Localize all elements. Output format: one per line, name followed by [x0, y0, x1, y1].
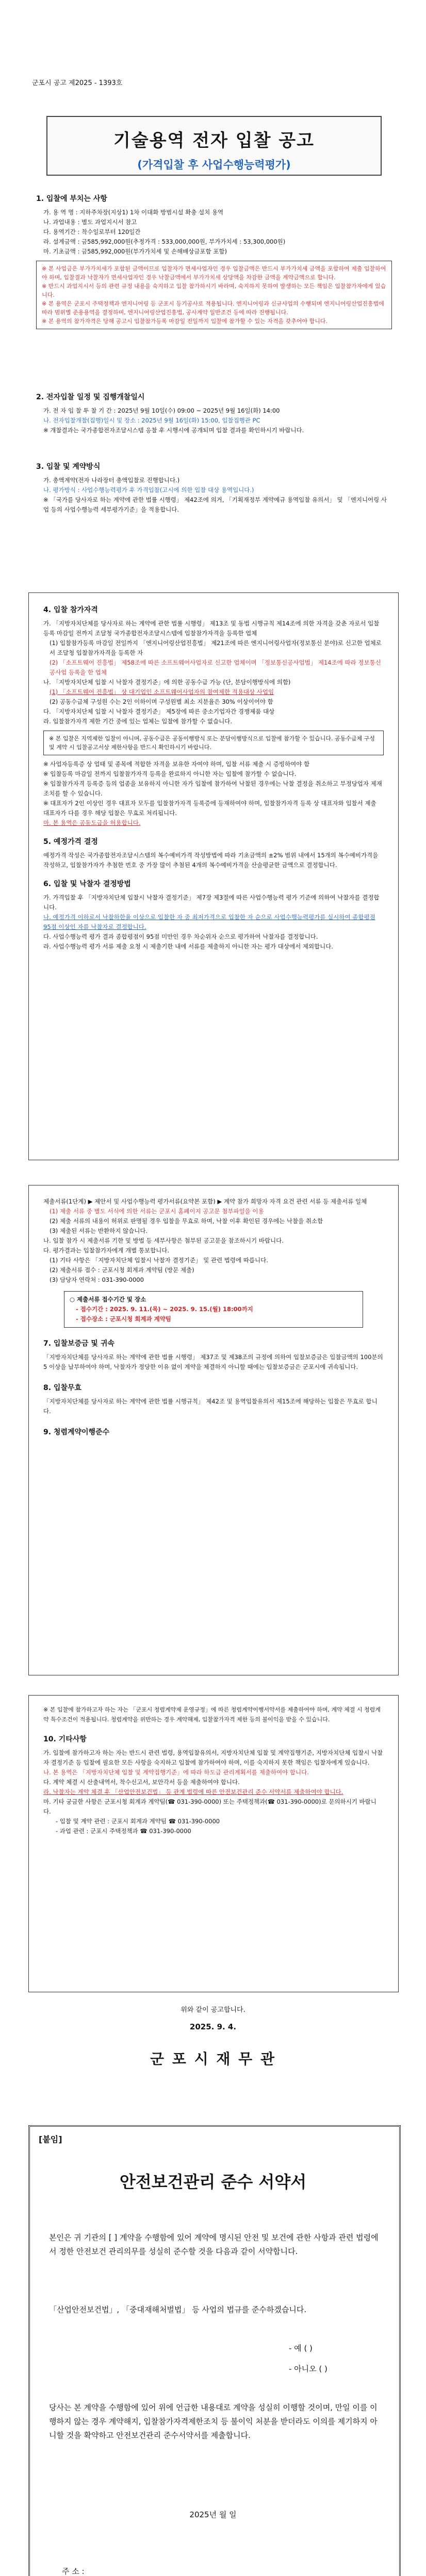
note-line: ※ 반드시 과업지시서 등의 관련 규정 내용을 숙지하고 입찰 참가하시기 바라며, 숙지하지 못하여 발생하는 모든 책임은 입찰참가자에게 있습니다. [42, 283, 386, 298]
pledge-tag: [붙임] [39, 2134, 62, 2144]
section-line: 「지방자치단체를 당사자로 하는 계약에 관한 법률 시행령」 제37조 및 제38조의 규정에 의하여 입찰보증금은 입찰금액의 100분의 5 이상을 납부하여야 하며, 낙찰자가 정당한 이유 없이 계약을 체결하지 아니할 때에는 입찰보증금은 군포시에 귀속됩니다. [43, 1353, 383, 1370]
highlight-line: - 접수기간 : 2025. 9. 11.(목) ~ 2025. 9. 15.(월) 18:00까지 [76, 1306, 253, 1313]
section-note: ※ 본 입찰에 참가하고자 하는 자는 「군포시 청렴계약제 운영규정」에 따른 청렴계약이행서약서를 제출하여야 하며, 계약 체결 시 청렴계약 특수조건이 적용됩니다. 청렴계약을 위반하는 경우 계약해제, 입찰참가자격 제한 등의 불이익을 받을 수 있습니다. [43, 1706, 381, 1723]
highlight-box [64, 1291, 363, 1328]
footer-org: 군 포 시 재 무 관 [150, 2050, 276, 2067]
section-line: 나. 입찰 참가 시 제출서류 기한 및 방법 등 세부사항은 첨부된 공고문을 참조하시기 바랍니다. [43, 1237, 284, 1244]
note-line: ※ 본 용역은 군포시 주택정책과 엔지니어링 등 군포시 등기공사로 적용됩니다. 엔지니어링과 신규사업의 수행되며 엔지니어링산업진흥법에 따라 범위별 준용용역을 결정하며, 엔지니어링산업진흥법, 공사계약 일반조건 등에 따라 진행됩니다. [42, 300, 384, 316]
section-line: 다. 「지방자치단체 입찰 시 낙찰자 결정기준」 제5장에 따른 중소기업자간 경쟁제품 대상 [43, 708, 275, 715]
note-line: ※ 본 입찰은 지역제한 입찰이 아니며, 공동수급은 공동이행방식 또는 분담이행방식으로 입찰에 참가할 수 있습니다. 공동수급체 구성 및 계약 시 입찰공고서상 제한사항을 반드시 확인하시기 바랍니다. [49, 735, 375, 751]
pledge-address: 주 소 : [62, 2567, 85, 2576]
section-line: (1) 기타 사항은 「지방자치단체 입찰시 낙찰자 결정기준」 및 관련 법령에 따릅니다. [50, 1257, 268, 1264]
section-line: ※ 대표자가 2인 이상인 경우 대표자 모두를 입찰참가자격 등록증에 등재하여야 하며, 입찰참가자격 등록 상 대표자와 입찰서 제출 대표자가 다를 경우 해당 입찰은 무효로 처리됩니다. [43, 800, 376, 817]
section-box-2 [28, 1185, 399, 1675]
pledge-paragraph: 본인은 귀 기관의 [ ] 계약을 수행함에 있어 계약에 명시된 안전 및 보건에 관한 사항과 관련 법령에서 정한 안전보건 관리의무를 성실히 준수할 것을 다음과 같이 서약합니다. [49, 2233, 379, 2256]
section-line: ※ 입찰참가자격 등록증 등의 업종을 보유하지 아니한 자가 입찰에 참가하여 낙찰된 경우에는 낙찰 결정을 취소하고 부정당업자 제재 조치를 할 수 있습니다. [43, 780, 382, 797]
section-line: ※ 입찰등록 마감일 전까지 입찰참가자격 등록을 완료하지 아니한 자는 입찰에 참가할 수 없습니다. [43, 770, 297, 777]
section-line: 다. 용역기간 : 착수일로부터 120일간 [43, 228, 141, 235]
note-box [43, 731, 384, 755]
page-title: 기술용역 전자 입찰 공고 [113, 130, 315, 151]
section-heading: 3. 입찰 및 계약방식 [36, 463, 101, 471]
section-line: (2) 제출 서류의 내용이 허위로 판명될 경우 입찰을 무효로 하며, 낙찰 이후 확인된 경우에는 낙찰을 취소함 [50, 1217, 323, 1225]
notice-number: 군포시 공고 제2025 - 1393호 [32, 79, 123, 87]
section-line: 나. 전자입찰개찰(집행)일시 및 장소 : 2025년 9월 16일(화) 15:00, 입찰집행관 PC [43, 417, 260, 424]
contact-line: - 과업 관련 : 군포시 주택정책과 ☎ 031-390-0000 [56, 1827, 191, 1835]
section-note: ※ 개찰결과는 국가종합전자조달시스템 응찰 후 시행시에 공개되며 입찰 결과를 확인하시기 바랍니다. [43, 427, 304, 434]
title-box [46, 116, 382, 176]
section-heading: 5. 예정가격 결정 [43, 838, 98, 846]
section-line: 마. 기초금액 : 금585,992,000원(부가가치세 및 손해배상금포함 포함) [43, 248, 227, 255]
section-line: 다. 사업수행능력 평가 결과 종합평점이 95점 미만인 경우 차순위자 순으로 평가하여 낙찰자를 결정합니다. [43, 933, 318, 940]
section-heading: 4. 입찰 참가자격 [43, 606, 98, 614]
highlight-label: ○ 제출서류 접수기간 및 장소 [70, 1296, 146, 1303]
pledge-yes: - 예 ( ) [289, 2344, 313, 2353]
highlight-line: - 접수장소 : 군포시청 회계과 계약팀 [76, 1315, 171, 1323]
section-line: 라. 설계금액 : 금585,992,000원(추정가격 : 533,000,000원, 부가가치세 : 53,300,000원) [43, 238, 286, 245]
section-line: (2) 공동수급체 구성원 수는 2인 이하이며 구성원별 최소 지분율은 30% 이상이어야 함 [50, 698, 273, 705]
section-line: 「지방자치단체를 당사자로 하는 계약에 관한 법률 시행규칙」 제42조 및 용역입찰유의서 제15조에 해당하는 입찰은 무효로 합니다. [43, 1398, 378, 1415]
section-line: 라. 사업수행능력 평가 서류 제출 요청 시 제출기한 내에 서류를 제출하지 아니한 자는 평가 대상에서 제외합니다. [43, 943, 334, 950]
section-line: 나. 과업내용 : 별도 과업지시서 참고 [43, 218, 137, 226]
section-line: (3) 제출된 서류는 반환하지 않습니다. [50, 1227, 148, 1234]
section-line: 마. 본 용역은 공동도급을 허용합니다. [43, 819, 141, 826]
note-line: ※ 본 사업금은 부가가치세가 포함된 금액이므로 입찰자가 면세사업자인 경우 입찰금액은 반드시 부가가치세 금액을 포함하여 제출 입찰하여야 하며, 입찰결과 낙찰자가 면세사업자인 경우 낙찰금액에서 부가가치세 상당액을 차감한 금액을 계약금액으로 합니다. [42, 265, 386, 281]
pledge-no: - 아니오 ( ) [289, 2364, 327, 2374]
section-heading: 8. 입찰무효 [43, 1384, 82, 1392]
page-subtitle: (가격입찰 후 사업수행능력평가) [137, 159, 291, 171]
section-line: 다. 평가결과는 입찰참가자에게 개별 통보합니다. [43, 1247, 170, 1254]
section-line: 나. 평가방식 : 사업수행능력평가 후 가격입찰(고시에 의한 입찰 대상 용역입니다.) [43, 486, 254, 494]
section-line: 다. 계약 체결 시 산출내역서, 착수신고서, 보안각서 등을 제출하여야 합니다. [43, 1778, 240, 1786]
section-line: ※ 사업자등록증 상 업태 및 종목에 적합한 자격을 보유한 자여야 하며, 입찰 서류 제출 시 증빙하여야 함 [43, 760, 310, 768]
footer-note: 위와 같이 공고합니다. [181, 2006, 245, 2014]
section-line: 나. 본 용역은 「지방자치단체 입찰 및 계약집행기준」에 따라 하도급 관리계획서를 제출하여야 합니다. [43, 1769, 309, 1776]
pledge-paragraph: 당사는 본 계약을 수행함에 있어 위에 언급한 내용대로 계약을 성실히 이행할 것이며, 만일 이를 이행하지 않는 경우 계약해지, 입찰참가자격제한조치 등 불이익 처분을 받더라도 이의를 제기하지 아니할 것을 확약하고 안전보건관리 준수서약서를 제출합니다. [49, 2403, 378, 2440]
section-line: 라. 낙찰자는 계약 체결 후 「산업안전보건법」 등 관계 법령에 따른 안전보건관리 준수 서약서를 제출하여야 합니다. [43, 1788, 343, 1795]
note-box [36, 261, 392, 329]
section-heading: 6. 입찰 및 낙찰자 결정방법 [43, 880, 131, 888]
section-box-3 [28, 1695, 399, 1992]
pledge-date: 2025년 월 일 [189, 2510, 237, 2519]
section-line: 나. 예정가격 이하로서 낙찰하한율 이상으로 입찰한 자 중 최저가격으로 입찰한 자 순으로 사업수행능력평가를 실시하여 종합평점 95점 이상인 자를 낙찰자로 결정합니다. [43, 913, 375, 930]
section-heading: 10. 기타사항 [43, 1735, 87, 1743]
section-line: 가. 「지방자치단체를 당사자로 하는 계약에 관한 법률 시행령」 제13조 및 동법 시행규칙 제14조에 의한 자격을 갖춘 자로서 입찰 등록 마감일 전까지 조달청 국가종합전자조달시스템에 입찰참가자격을 등록한 업체 [43, 620, 380, 637]
section-line: 마. 기타 궁금한 사항은 군포시청 회계과 계약팀(☎ 031-390-0000) 또는 주택정책과(☎ 031-390-0000)로 문의하시기 바랍니다. [43, 1798, 376, 1815]
section-2 [36, 392, 392, 435]
section-line: (2) 「소프트웨어 진흥법」 제58조에 따른 소프트웨어사업자로 신고한 업체이며 「정보통신공사업법」 제14조에 따라 정보통신공사업 등록을 한 업체 [50, 659, 381, 676]
section-line: 가. 전 자 입 찰 투 찰 기 간 : 2025년 9월 10일(수) 09:00 ~ 2025년 9월 16일(화) 14:00 [43, 407, 280, 414]
contact-line: - 입찰 및 계약 관련 : 군포시 회계과 계약팀 ☎ 031-390-0000 [56, 1818, 220, 1825]
section-heading: 9. 청렴계약이행준수 [43, 1428, 110, 1436]
section-line: 라. 입찰참가자격 제한 기간 중에 있는 업체는 입찰에 참가할 수 없습니다. [43, 718, 233, 725]
section-line: 가. 입찰에 참가하고자 하는 자는 반드시 관련 법령, 용역입찰유의서, 지방자치단체 입찰 및 계약집행기준, 지방자치단체 입찰시 낙찰자 결정기준 등 입찰에 필요한 모든 사항을 숙지하고 입찰에 참가하여야 하며, 이를 숙지하지 못한 책임은 입찰자에게 있습니다. [43, 1749, 383, 1766]
section-1 [36, 193, 392, 333]
section-line: 가. 가격입찰 후 「지방자치단체 입찰시 낙찰자 결정기준」 제7장 제3절에 따른 사업수행능력 평가 기준에 의하여 낙찰자를 결정합니다. [43, 894, 380, 911]
section-line: ※ 「국가를 당사자로 하는 계약에 관한 법률 시행령」 제42조에 의거, 「기획재정부 계약예규 용역입찰 유의서」 및 「엔지니어링 사업 등의 사업수행능력 세부평가기준」을 적용합니다. [43, 496, 387, 513]
section-line: (1) 제출 서류 중 별도 서식에 의한 서류는 군포시 홈페이지 공고문 첨부파일을 이용 [50, 1208, 264, 1215]
section-line: 나. 「지방자치단체 입찰 시 낙찰자 결정기준」에 의한 공동수급 가능 (단, 분담이행방식에 의함) [43, 679, 291, 686]
footer-date: 2025. 9. 4. [189, 2022, 237, 2031]
section-line: 가. 총액계약(전자 나라장터 총액입찰로 진행합니다.) [43, 477, 180, 484]
section-line: (1) 입찰참가등록 마감일 전일까지 「엔지니어링산업진흥법」 제21조에 따른 엔지니어링사업자(정보통신 분야)로 신고한 업체로서 조달청 입찰참가자격을 등록한 자 [50, 639, 382, 656]
section-line: 제출서류(1단계) ▶ 제안서 및 사업수행능력 평가서류(요약본 포함) ▶ 계약 참가 희망자 자격 요건 관련 서류 등 제출서류 일체 [43, 1198, 367, 1205]
section-line: 가. 용 역 명 : 지하주차장(지상1) 1차 이대화 방범시설 확충 설치 용역 [43, 209, 224, 216]
pledge-title: 안전보건관리 준수 서약서 [119, 2172, 307, 2192]
note-line: ※ 본 용역의 참가자격은 당해 공고시 입찰참가등록 마감일 전일까지 입찰에 참가할 수 있는 자격을 갖추어야 합니다. [42, 318, 327, 325]
section-line: (1) 「소프트웨어 진흥법」 상 대기업인 소프트웨어사업자의 참여제한 적용대상 사업임 [50, 688, 274, 696]
section-line: 예정가격 작성은 국가종합전자조달시스템의 복수예비가격 작성방법에 따라 기초금액의 ±2% 범위 내에서 15개의 복수예비가격을 작성하고, 입찰참가자가 추첨한 번호 중 가장 많이 추첨된 4개의 복수예비가격을 산술평균한 금액으로 결정합니다. [43, 852, 379, 869]
section-heading: 1. 입찰에 부치는 사항 [36, 195, 107, 203]
pledge-paragraph: 「산업안전보건법」, 「중대재해처벌법」 등 사업의 법규를 준수하겠습니다. [49, 2305, 307, 2314]
section-heading: 7. 입찰보증금 및 귀속 [43, 1340, 114, 1348]
section-line: (3) 담당자 연락처 : 031-390-0000 [50, 1276, 144, 1283]
section-line: (2) 제출서류 접수 : 군포시청 회계과 계약팀 (방문 제출) [50, 1266, 194, 1274]
section-3 [36, 461, 392, 515]
section-heading: 2. 전자입찰 일정 및 집행개찰일시 [36, 393, 145, 401]
section-box-1 [28, 592, 399, 1160]
